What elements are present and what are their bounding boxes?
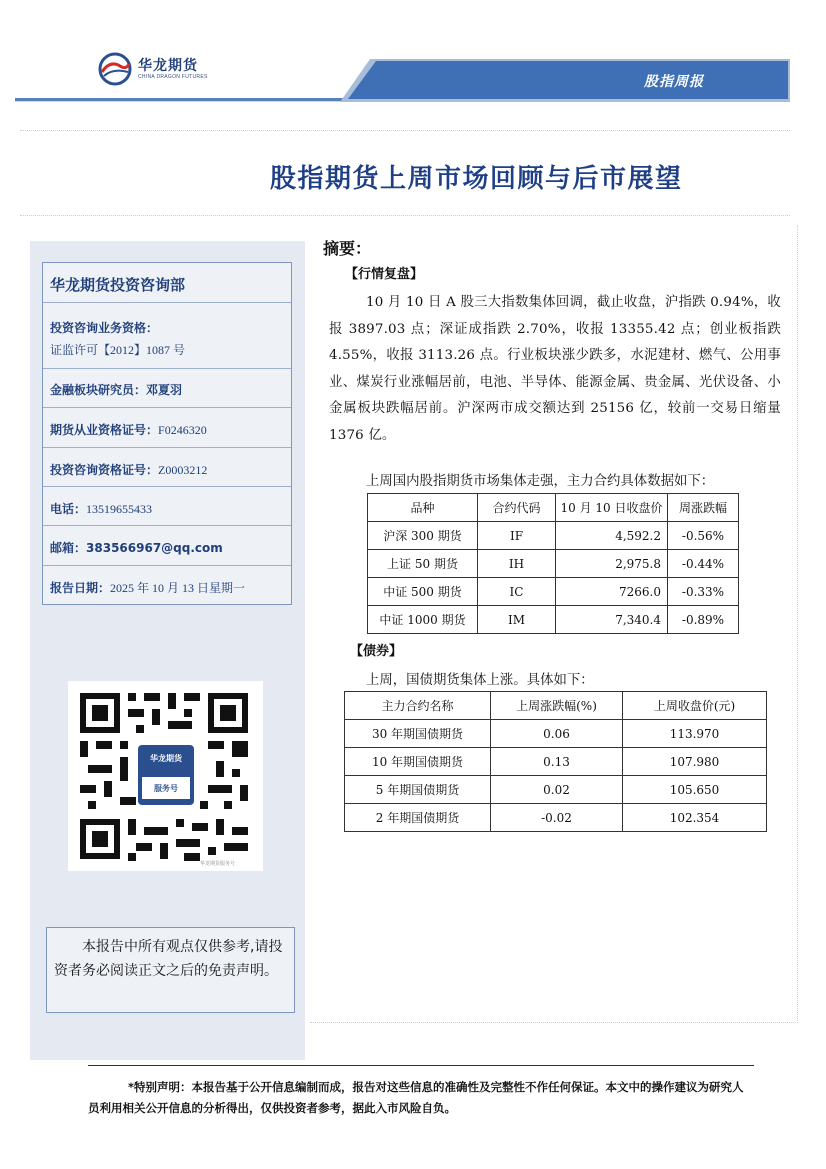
- phone-row: [43, 487, 291, 526]
- table-header-cell: 上周涨跌幅(%): [491, 692, 623, 720]
- market-review-heading: 【行情复盘】: [345, 267, 424, 282]
- table-row: [368, 606, 739, 634]
- table-cell: 5 年期国债期货: [345, 776, 491, 804]
- table-header-row: [368, 494, 739, 522]
- consult-cert-label: 投资咨询资格证号：: [50, 463, 159, 477]
- table-cell: 30 年期国债期货: [345, 720, 491, 748]
- table-cell: -0.89%: [668, 606, 739, 634]
- table-cell: 2 年期国债期货: [345, 804, 491, 832]
- qr-logo-subtext: 服务号: [154, 784, 178, 793]
- researcher-name: 邓夏羽: [146, 383, 183, 397]
- table-row: [345, 776, 767, 804]
- table-cell: 4,592.2: [556, 522, 668, 550]
- table-header-cell: 周涨跌幅: [668, 494, 739, 522]
- table-header-cell: 上周收盘价(元): [623, 692, 767, 720]
- table-cell: 中证 500 期货: [368, 578, 478, 606]
- qr-caption: 华龙期货服务号: [200, 861, 236, 867]
- report-type-banner: [340, 59, 790, 102]
- table-header-cell: 合约代码: [478, 494, 556, 522]
- report-date-label: 报告日期：: [50, 581, 111, 595]
- logo-english-name: CHINA DRAGON FUTURES: [138, 73, 208, 80]
- table-cell: 105.650: [623, 776, 767, 804]
- table-cell: -0.33%: [668, 578, 739, 606]
- table-cell: IH: [478, 550, 556, 578]
- table-cell: -0.56%: [668, 522, 739, 550]
- table-cell: 沪深 300 期货: [368, 522, 478, 550]
- table-row: [345, 748, 767, 776]
- table-cell: -0.02: [491, 804, 623, 832]
- report-type-label: 股指周报: [644, 74, 704, 90]
- table-cell: IF: [478, 522, 556, 550]
- table-row: [368, 522, 739, 550]
- sidebar-disclaimer: 本报告中所有观点仅供参考,请投资者务必阅读正文之后的免责声明。: [54, 939, 283, 979]
- table-cell: 113.970: [623, 720, 767, 748]
- table-row: [368, 550, 739, 578]
- email-label: 邮箱：: [50, 541, 87, 555]
- table-cell: 10 年期国债期货: [345, 748, 491, 776]
- table-cell: 2,975.8: [556, 550, 668, 578]
- table-header-cell: 10 月 10 日收盘价: [556, 494, 668, 522]
- table-cell: IM: [478, 606, 556, 634]
- researcher-label: 金融板块研究员：: [50, 383, 147, 397]
- qr-code-icon: [68, 681, 263, 871]
- page-title: 股指期货上周市场回顾与后市展望: [270, 164, 683, 194]
- department-name: 华龙期货投资咨询部: [50, 276, 186, 294]
- bond-heading: 【债券】: [350, 644, 403, 659]
- analyst-info-card: [42, 262, 292, 605]
- abstract-heading: 摘要：: [323, 239, 372, 258]
- futures-intro-text: 上周国内股指期货市场集体走强，主力合约具体数据如下：: [366, 474, 715, 489]
- table-row: [345, 720, 767, 748]
- bond-intro-text: 上周，国债期货集体上涨。具体如下：: [366, 673, 594, 688]
- qualification-label: 投资咨询业务资格：: [50, 321, 159, 335]
- table-row: [345, 804, 767, 832]
- market-review-paragraph: 10 月 10 日 A 股三大指数集体回调，截止收盘，沪指跌 0.94%，收报 3897.03 点；深证成指跌 2.70%，收报 13355.42 点；创业板指跌 4.55%，收报 3113.26 点。行业板块涨少跌多，水泥建材、燃气、公用事业、煤炭行业涨幅居前，电池、半导体、能源金属、贵金属、光伏设备、小金属板块跌幅居前。沪深两市成交额达到 25156 亿，较前一交易日缩量 1376 亿。: [329, 295, 781, 443]
- futures-cert-row: [43, 408, 291, 448]
- table-cell: IC: [478, 578, 556, 606]
- consult-cert-row: [43, 448, 291, 487]
- table-cell: 0.13: [491, 748, 623, 776]
- table-cell: 上证 50 期货: [368, 550, 478, 578]
- bond-futures-table: [344, 691, 767, 832]
- table-cell: -0.44%: [668, 550, 739, 578]
- table-header-cell: 品种: [368, 494, 478, 522]
- table-cell: 0.06: [491, 720, 623, 748]
- email-row: [43, 526, 291, 566]
- phone-value: 13519655433: [86, 502, 153, 516]
- researcher-row: [43, 369, 291, 408]
- table-cell: 7,340.4: [556, 606, 668, 634]
- department-row: [43, 263, 291, 303]
- qr-logo-text: 华龙期货: [150, 754, 182, 763]
- qr-code[interactable]: [68, 681, 263, 871]
- qualification-row: [43, 303, 291, 369]
- header-rule-thin: [15, 101, 367, 102]
- table-cell: 102.354: [623, 804, 767, 832]
- table-header-cell: 主力合约名称: [345, 692, 491, 720]
- table-cell: 0.02: [491, 776, 623, 804]
- table-cell: 7266.0: [556, 578, 668, 606]
- table-cell: 107.980: [623, 748, 767, 776]
- email-value[interactable]: 383566967@qq.com: [86, 541, 223, 555]
- company-logo: [98, 52, 208, 86]
- futures-cert-label: 期货从业资格证号：: [50, 423, 159, 437]
- table-cell: 中证 1000 期货: [368, 606, 478, 634]
- phone-label: 电话：: [50, 502, 87, 516]
- table-row: [368, 578, 739, 606]
- report-date-row: [43, 566, 291, 605]
- logo-chinese-name: 华龙期货: [138, 57, 198, 74]
- table-header-row: [345, 692, 767, 720]
- qualification-value: 证监许可【2012】1087 号: [50, 343, 186, 357]
- footer-rule: [88, 1065, 754, 1066]
- futures-cert-value: F0246320: [158, 423, 207, 437]
- dragon-logo-icon: [98, 52, 132, 86]
- consult-cert-value: Z0003212: [158, 463, 208, 477]
- report-date-value: 2025 年 10 月 13 日星期一: [110, 581, 246, 595]
- footer-statement: *特别声明：本报告基于公开信息编制而成，报告对这些信息的准确性及完整性不作任何保证。本文中的操作建议为研究人员利用相关公开信息的分析得出，仅供投资者参考，据此入市风险自负。: [88, 1080, 744, 1115]
- index-futures-table: [367, 493, 739, 634]
